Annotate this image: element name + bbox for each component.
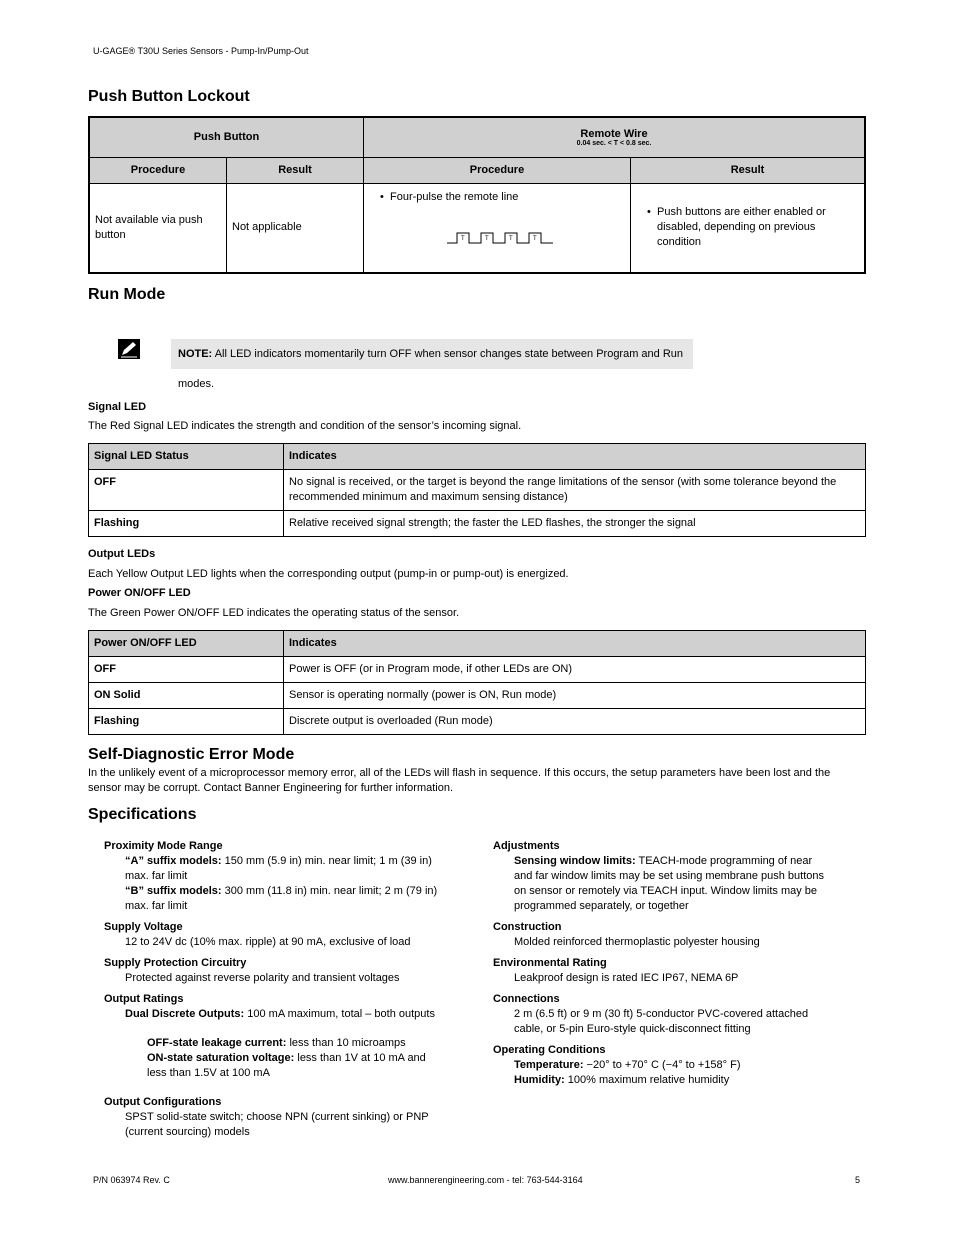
signal-led-title: Signal LED [88,401,147,413]
table-header: Power ON/OFF LED [89,631,284,657]
self-diag-title: Self-Diagnostic Error Mode [88,746,295,763]
table-header: Signal LED Status [89,444,284,470]
footer-website: www.bannerengineering.com - tel: 763-544-3164 [388,1175,583,1185]
table-row: Flashing Discrete output is overloaded (Run mode) [89,709,866,735]
table-row: OFF No signal is received, or the target is beyond the range limitations of the sensor (with some tolerance beyond the recommended minimum and maximum sensing distance) [89,470,866,511]
spec-heading: Proximity Mode Range [104,840,223,852]
table-header: Indicates [284,444,866,470]
spec-heading: Environmental Rating [493,957,607,969]
spec-heading: Supply Voltage [104,921,183,933]
spec-heading: Connections [493,993,560,1005]
lockout-title: Push Button Lockout [88,88,250,105]
pencil-note-icon [118,339,140,359]
output-leds-title: Output LEDs [88,548,156,560]
rw-procedure-cell: • Four-pulse the remote line T T T T [364,183,631,273]
run-mode-note: NOTE: All LED indicators momentarily turn OFF when sensor changes state between Program and Run modes. [171,339,693,369]
footer-page-number: 5 [855,1175,861,1185]
pulse-label: T [509,235,513,242]
rw-result-cell: • Push buttons are either enabled or disabled, depending on previous condition [631,183,866,273]
spec-heading: Supply Protection Circuitry [104,957,247,969]
pb-procedure-header: Procedure [89,157,227,183]
spec-heading: Construction [493,921,562,933]
lockout-table [88,116,866,274]
footer-part-number: P/N 063974 Rev. C [93,1175,170,1185]
specs-title: Specifications [88,806,197,823]
remote-wire-header: Remote Wire 0.04 sec. < T < 0.8 sec. [364,117,866,157]
pulse-label: T [461,235,465,242]
pb-procedure-cell: Not available via push button [89,183,227,273]
signal-led-table [88,443,866,537]
rw-result-header: Result [631,157,866,183]
signal-led-desc: The Red Signal LED indicates the strength and condition of the sensor’s incoming signal. [88,420,522,432]
table-header: Indicates [284,631,866,657]
specs-right-column: Adjustments Sensing window limits: TEACH-mode programming of near and far window limits may be set using membrane push buttons on sensor or remotely via TEACH input. Window limits may be programmed separately, or together Construction Molded reinforced thermoplastic polyester housing Environmental Rating Leakproof design is rated IEC IP67, NEMA 6P Connections 2 m (6.5 ft) or 9 m (30 ft) 5-conductor PVC-covered attached cable, or 5-pin Euro-style quick-disconnect fitting Operating Conditions Temperature: −20° to +70° C (−4° to +158° F) Humidity: 100% maximum relative humidity [493,833,833,1088]
power-led-title: Power ON/OFF LED [88,587,191,599]
specs-left-column: Proximity Mode Range “A” suffix models: 150 mm (5.9 in) min. near limit; 1 m (39 in) max. far limit “B” suffix models: 300 mm (11.8 in) min. near limit; 2 m (79 in) max. far limit Supply Voltage 12 to 24V dc (10% max. ripple) at 90 mA, exclusive of load Supply Protection Circuitry Protected against reverse polarity and transient voltages Output Ratings Dual Discrete Outputs: 100 mA maximum, total – both outputs OFF-state leakage current: less than 10 microamps ON-state saturation voltage: less than 1V at 10 mA and less than 1.5V at 100 mA Output Configurations SPST solid-state switch; choose NPN (current sinking) or PNP (current sourcing) models [104,833,444,1140]
running-header: U-GAGE® T30U Series Sensors - Pump-In/Pump-Out [93,46,309,56]
table-row: Flashing Relative received signal strength; the faster the LED flashes, the stronger the signal [89,511,866,537]
power-led-table [88,630,866,735]
table-row: ON Solid Sensor is operating normally (power is ON, Run mode) [89,683,866,709]
spec-heading: Output Ratings [104,993,184,1005]
output-leds-desc: Each Yellow Output LED lights when the corresponding output (pump-in or pump-out) is energized. [88,568,569,580]
pulse-diagram [439,227,559,247]
rw-procedure-header: Procedure [364,157,631,183]
pb-result-header: Result [227,157,364,183]
spec-heading: Operating Conditions [493,1044,606,1056]
table-row: OFF Power is OFF (or in Program mode, if other LEDs are ON) [89,657,866,683]
remote-timing: 0.04 sec. < T < 0.8 sec. [576,139,652,147]
pb-result-cell: Not applicable [227,183,364,273]
power-led-desc: The Green Power ON/OFF LED indicates the operating status of the sensor. [88,607,460,619]
spec-heading: Adjustments [493,840,560,852]
spec-heading: Output Configurations [104,1096,222,1108]
pulse-label: T [485,235,489,242]
self-diag-text: In the unlikely event of a microprocessor memory error, all of the LEDs will flash in sequence. If this occurs, the setup parameters have been lost and the sensor may be corrupt. Contact Banner Engineering for further information. [88,767,831,794]
run-mode-title: Run Mode [88,286,166,303]
push-button-header: Push Button [89,117,364,157]
pulse-label: T [533,235,537,242]
